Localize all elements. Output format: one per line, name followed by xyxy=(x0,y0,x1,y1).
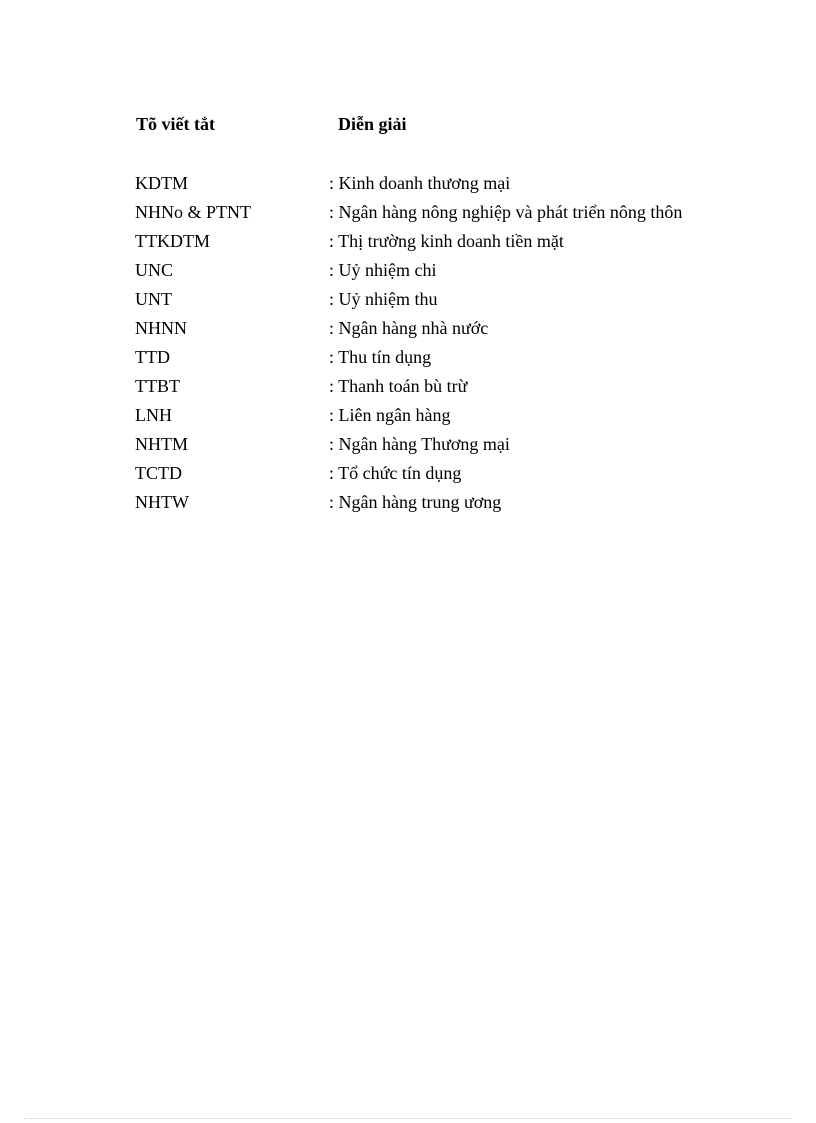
description: : Uỷ nhiệm thu xyxy=(329,289,438,309)
table-header xyxy=(136,114,736,138)
abbreviation: KDTM xyxy=(135,173,188,193)
description-column-heading: Diễn giải xyxy=(338,114,407,134)
description: : Ngân hàng nông nghiệp và phát triển nông thôn xyxy=(329,202,683,222)
list-item xyxy=(135,491,775,520)
abbreviation: LNH xyxy=(135,405,172,425)
list-item xyxy=(135,230,775,259)
abbreviation: UNT xyxy=(135,289,172,309)
description: : Liên ngân hàng xyxy=(329,405,451,425)
description: : Tổ chức tín dụng xyxy=(329,463,462,483)
list-item xyxy=(135,404,775,433)
list-item xyxy=(135,172,775,201)
abbreviation: TTD xyxy=(135,347,170,367)
description: : Kinh doanh thương mại xyxy=(329,173,511,193)
abbreviation: TTKDTM xyxy=(135,231,210,251)
abbreviation: UNC xyxy=(135,260,174,280)
description: : Thanh toán bù trừ xyxy=(329,376,468,396)
list-item xyxy=(135,375,775,404)
list-item xyxy=(135,346,775,375)
abbreviation: NHNN xyxy=(135,318,187,338)
description: : Ngân hàng Thương mại xyxy=(329,434,510,454)
abbreviation: TTBT xyxy=(135,376,180,396)
page-bottom-divider xyxy=(24,1118,792,1119)
description: : Thu tín dụng xyxy=(329,347,432,367)
abbreviation: NHTW xyxy=(135,492,189,512)
list-item xyxy=(135,201,775,230)
list-item xyxy=(135,288,775,317)
abbreviation: NHTM xyxy=(135,434,188,454)
list-item xyxy=(135,462,775,491)
description: : Ngân hàng trung ương xyxy=(329,492,502,512)
description: : Ngân hàng nhà nước xyxy=(329,318,489,338)
list-item xyxy=(135,433,775,462)
list-item xyxy=(135,317,775,346)
description: : Thị trường kinh doanh tiền mặt xyxy=(329,231,564,251)
abbreviation-column-heading: Tõ viết tắt xyxy=(136,114,215,134)
list-item xyxy=(135,259,775,288)
description: : Uỷ nhiệm chi xyxy=(329,260,437,280)
abbreviation: TCTD xyxy=(135,463,182,483)
abbreviation-list xyxy=(135,172,775,520)
abbreviation: NHNo & PTNT xyxy=(135,202,251,222)
